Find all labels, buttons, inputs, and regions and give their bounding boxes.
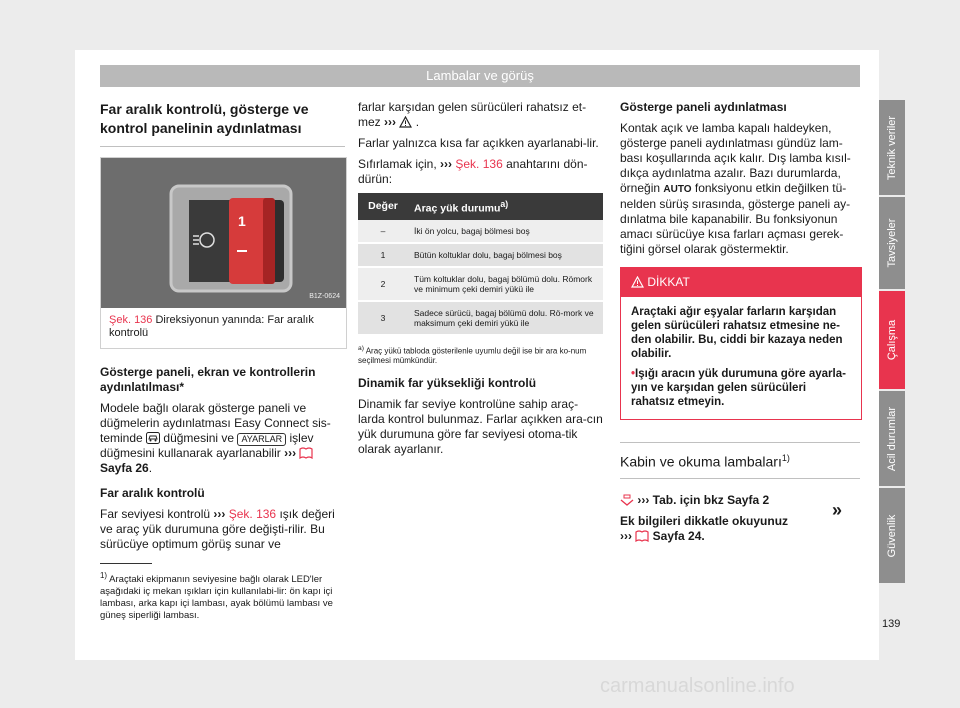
subheading-dynamic: Dinamik far yüksekliği kontrolü xyxy=(358,376,537,391)
section-title-cabin: Kabin ve okuma lambaları$^{1)}$ xyxy=(620,453,790,470)
left-column xyxy=(100,100,345,558)
page-number: 139 xyxy=(882,618,901,630)
paragraph-range-control: Far seviyesi kontrolü ››› Şek. 136 ışık değeri ve araç yük durumuna göre değişti-rilir. Bu sürücüye optimum görüş sunar ve xyxy=(100,507,335,551)
tab-tavsiyeler[interactable]: Tavsiyeler xyxy=(879,197,905,289)
table-footnote: $^{a)}$ Araç yükü tabloda gösterilenle uyumlu değil ise bir ara ko-num seçilmesi mümkündür. xyxy=(358,344,587,366)
continue-arrow-icon: » xyxy=(832,500,843,520)
text-fragment: Kontak açık ve lamba kapalı haldeyken, gösterge paneli aydınlatması gündüz lam-bası koşullarında açık kalır. Dış lamba kısıl-dıkça aydınlatma azalır. Bazı durumlarda, örneğin xyxy=(620,121,851,195)
table-header-value: Değer xyxy=(358,193,408,220)
figure-box xyxy=(100,157,347,349)
tab-calisma[interactable]: Çalışma xyxy=(879,291,905,389)
page-link[interactable]: Sayfa 26 xyxy=(100,461,149,475)
tab-link[interactable]: Tab. için bkz Sayfa 2 xyxy=(652,492,770,507)
footnote: $^{1)}$ Araçtaki ekipmanın seviyesine bağlı olarak LED'ler aşağıdaki iç mekan ışıkları için kullanılabi-lir: ön kapı içi lambası, arka kapı içi lambası, ayak bölümü lambası ve güneş siperliği lambası. xyxy=(100,571,333,622)
table-row: 3 Sadece sürücü, bagaj bölümü dolu. Rö-mork ve maksimum çeki demiri yükü ile xyxy=(358,301,603,335)
subheading-instrument-lighting: Gösterge paneli, ekran ve kontrollerin aydınlatılması* xyxy=(100,365,316,394)
middle-column xyxy=(358,100,603,463)
paragraph-dynamic: Dinamik far seviye kontrolüne sahip araç-larda kontrol bulunmaz. Farlar açıkken ara-cın yük durumuna göre far seviyesi otoma-tik olarak ayarlanır. xyxy=(358,397,603,457)
subheading-panel-lighting: Gösterge paneli aydınlatması xyxy=(620,100,787,114)
table-reference: ››› Tab. için bkz Sayfa 2 xyxy=(620,493,860,508)
figure-link[interactable]: Şek. 136 xyxy=(228,507,277,521)
text-fragment: Modele bağlı olarak gösterge paneli ve düğmelerin aydınlatması Easy Connect sis-teminde xyxy=(100,401,331,445)
figure-caption xyxy=(101,308,346,348)
section-rule xyxy=(100,146,345,147)
headlight-control-figure xyxy=(101,158,346,308)
footnote-rule xyxy=(100,563,152,564)
watermark: carmanualsonline.info xyxy=(600,675,795,697)
section-rule xyxy=(620,478,860,479)
page-link[interactable]: Sayfa 24 xyxy=(652,528,702,543)
section-title: Far aralık kontrolü, gösterge ve kontrol panelinin aydınlatması xyxy=(100,101,309,136)
right-column xyxy=(620,100,860,550)
paragraph-glare: farlar karşıdan gelen sürücüleri rahatsız et-mez ››› . xyxy=(358,100,587,129)
interior-light-icon xyxy=(620,494,634,506)
warning-body xyxy=(621,297,861,419)
figure-code: B1Z-0624 xyxy=(309,293,340,300)
text-fragment: düğmesini ve xyxy=(163,431,235,445)
book-icon xyxy=(635,530,649,542)
settings-key: AYARLAR xyxy=(237,433,286,446)
warning-title: DİKKAT xyxy=(647,275,690,289)
table-row: 2 Tüm koltuklar dolu, bagaj bölümü dolu. Römork ve minimum çeki demiri yükü ile xyxy=(358,267,603,301)
tab-teknik-veriler[interactable]: Teknik veriler xyxy=(879,100,905,195)
section-rule xyxy=(620,442,860,443)
text-fragment: Sıfırlamak için, xyxy=(358,157,437,171)
figure-caption-text: Direksiyonun yanında: Far aralık kontrolü xyxy=(109,314,314,339)
table-row: 1 Bütün koltuklar dolu, bagaj bölmesi boş xyxy=(358,243,603,267)
book-icon xyxy=(299,447,313,459)
text-fragment: işlev düğmesini kullanarak ayarlanabilir xyxy=(100,431,314,460)
paragraph-instrument-lighting: Modele bağlı olarak gösterge paneli ve düğmelerin aydınlatması Easy Connect sis-teminde düğmesini ve AYARLAR işlev düğmesini kullanarak ayarlanabilir ››› Sayfa 26. xyxy=(100,401,331,475)
warning-box xyxy=(620,267,862,420)
paragraph-panel-lighting xyxy=(620,121,860,257)
warning-text: Araçtaki ağır eşyalar farların karşıdan gelen sürücüleri rahatsız etmesine ne-den olabilir. Bu, ciddi bir kazaya neden olabilir. xyxy=(631,306,843,360)
tab-guvenlik[interactable]: Güvenlik xyxy=(879,488,905,583)
read-more-link: ››› Sayfa 24. xyxy=(620,528,705,543)
table-row: – İki ön yolcu, bagaj bölmesi boş xyxy=(358,220,603,243)
warning-icon xyxy=(399,116,412,128)
text-fragment: farlar karşıdan gelen sürücüleri rahatsız et-mez xyxy=(358,100,587,129)
figure-link[interactable]: Şek. 136 xyxy=(455,157,503,171)
footnote-text: Araçtaki ekipmanın seviyesine bağlı olarak LED'ler aşağıdaki iç mekan ışıkları için kullanılabi-lir: ön kapı içi lambası, arka kapı içi lambası, ayak bölümü lambası ve güneş siperliği lambası. xyxy=(100,574,333,622)
warning-header xyxy=(621,267,861,297)
svg-text:1: 1 xyxy=(238,213,246,229)
text-fragment: ışık değeri ve araç yük durumuna göre değişti-rilir. Bu sürücüye optimum görüş sunar ve xyxy=(100,507,335,551)
subheading-range-control: Far aralık kontrolü xyxy=(100,486,205,500)
text-fragment: anahtarını dön-dürün: xyxy=(358,157,588,186)
paragraph-reset: Sıfırlamak için, ››› Şek. 136 anahtarını dön-dürün: xyxy=(358,157,588,186)
headlight-switch-illustration xyxy=(101,158,346,308)
warning-triangle-icon xyxy=(631,276,644,288)
load-table xyxy=(358,193,603,336)
read-more-heading: Ek bilgileri dikkatle okuyunuz xyxy=(620,513,789,528)
car-icon xyxy=(146,432,160,444)
warning-bullet: • Işığı aracın yük durumuna göre ayarla-yın ve karşıdan gelen sürücüleri rahatsız etmeyin. xyxy=(631,367,851,409)
paragraph-low-beam: Farlar yalnızca kısa far açıkken ayarlanabi-lir. xyxy=(358,136,599,150)
page-header: Lambalar ve görüş xyxy=(100,65,860,87)
text-fragment: fonksiyonu etkin değilken tü-nelden sürüş sırasında, gösterge paneli ay-dınlatma bile kapanabilir. Bu fonksiyonun amacı sürücüye kısa farları açması gerek-tiğini görsel olarak göstermektir. xyxy=(620,181,851,256)
auto-icon: AUTO xyxy=(663,184,692,195)
tab-acil-durumlar[interactable]: Acil durumlar xyxy=(879,391,905,486)
text-fragment: Far seviyesi kontrolü xyxy=(100,507,211,521)
figure-ref[interactable]: Şek. 136 xyxy=(109,314,153,326)
table-header-load: Araç yük durumu$^{a)}$ xyxy=(408,193,603,220)
